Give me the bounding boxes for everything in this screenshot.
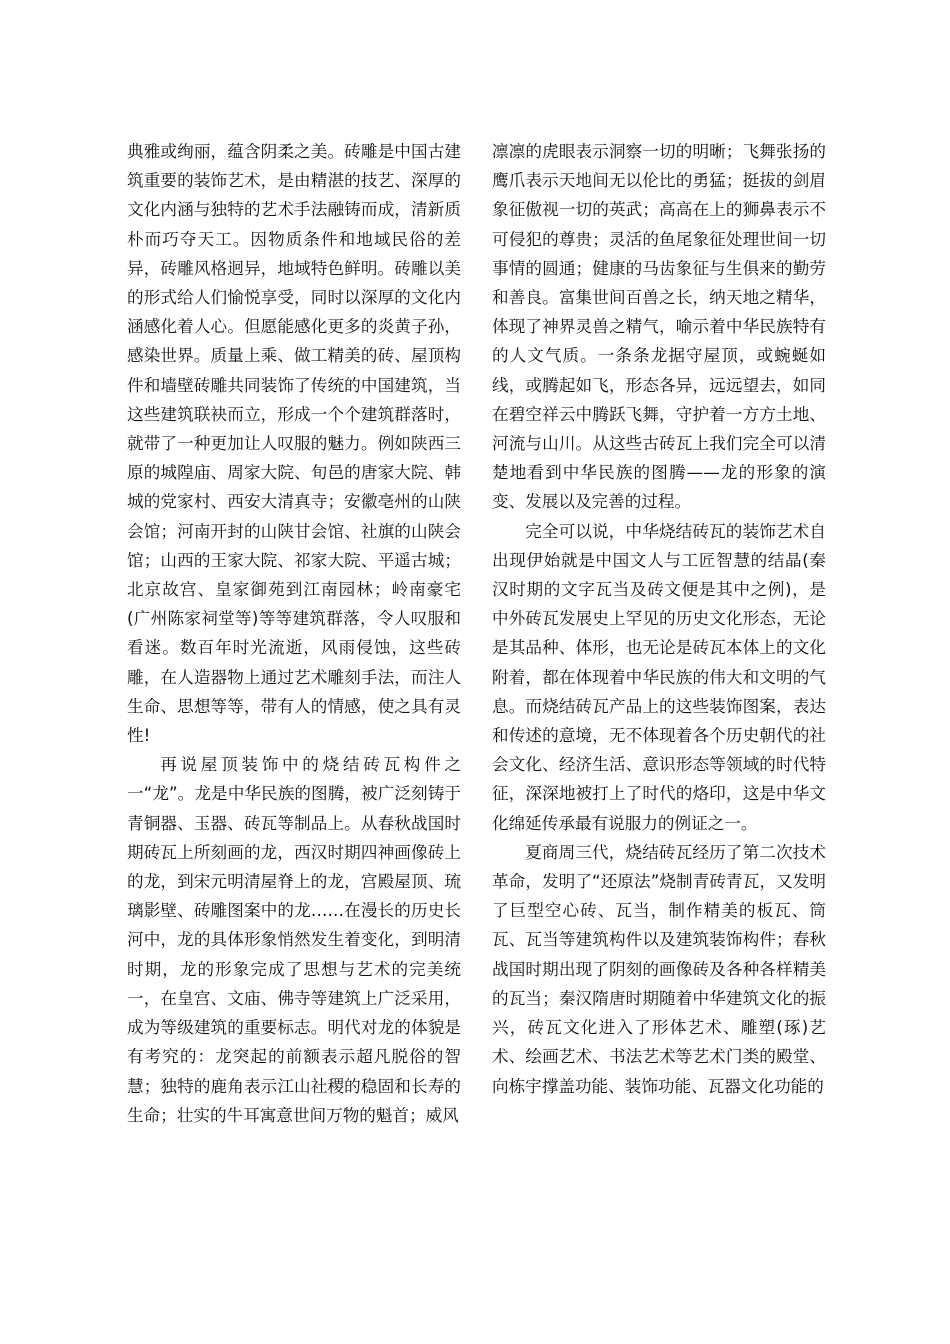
paragraph-brick-carving: 典雅或绚丽，蕴含阴柔之美。砖雕是中国古建筑重要的装饰艺术，是由精湛的技艺、深厚的文化内涵与独特的艺术手法融铸而成，清新质朴而巧夺天工。因物质条件和地域民俗的差异，砖雕风格迥异，地域特色鲜明。砖雕以美的形式给人们愉悦享受，同时以深厚的文化内涵感化着人心。但愿能感化更多的炎黄子孙，感染世界。质量上乘、做工精美的砖、屋顶构件和墙壁砖雕共同装饰了传统的中国建筑，当这些建筑联袂而立，形成一个个建筑群落时，就带了一种更加让人叹服的魅力。例如陕西三原的城隍庙、周家大院、旬邑的唐家大院、韩城的党家村、西安大清真寺；安徽亳州的山陕会馆；河南开封的山陕甘会馆、社旗的山陕会馆；山西的王家大院、祁家大院、平遥古城；北京故宫、皇家御苑到江南园林；岭南豪宅(广州陈家祠堂等)等等建筑群落，令人叹服和看迷。数百年时光流逝，风雨侵蚀，这些砖雕，在人造器物上通过艺术雕刻手法，而注人生命、思想等等，带有人的情感，使之具有灵性! [127,142,461,746]
left-column [127,137,461,1130]
paragraph-three-dynasties: 夏商周三代，烧结砖瓦经历了第二次技术革命，发明了“还原法”烧制青砖青瓦，又发明了巨型空心砖、瓦当，制作精美的板瓦、筒瓦、瓦当等建筑构件以及建筑装饰构件；春秋战国时期出现了阴刻的画像砖及各种各样精美的瓦当；秦汉隋唐时期随着中华建筑文化的振兴，砖瓦文化进入了形体艺术、雕塑(琢)艺术、绘画艺术、书法艺术等艺术门类的殿堂、向栋宇撑盖功能、装饰功能、瓦器文化功能的 [492,842,826,1096]
paragraph-dragon: 再说屋顶装饰中的烧结砖瓦构件之一“龙”。龙是中华民族的图腾，被广泛刻铸于青铜器、玉器、砖瓦等制品上。从春秋战国时期砖瓦上所刻画的龙，西汉时期四神画像砖上的龙，到宋元明清屋脊上的龙，宫殿屋顶、琉璃影壁、砖雕图案中的龙……在漫长的历史长河中，龙的具体形象悄然发生着变化，到明清时期，龙的形象完成了思想与艺术的完美统一，在皇宫、文庙、佛寺等建筑上广泛采用，成为等级建筑的重要标志。明代对龙的体貌是有考究的：龙突起的前额表示超凡脱俗的智慧；独特的鹿角表示江山社稷的稳固和长寿的生命；壮实的牛耳寓意世间万物的魁首；威风 [127,755,461,1125]
paragraph-decorative-art: 完全可以说，中华烧结砖瓦的装饰艺术自出现伊始就是中国文人与工匠智慧的结晶(秦汉时期的文字瓦当及砖文便是其中之例)，是中外砖瓦发展史上罕见的历史文化形态，无论是其品种、体形，也无论是砖瓦本体上的文化附着，都在体现着中华民族的伟大和文明的气息。而烧结砖瓦产品上的这些装饰图案，表达和传述的意境，无不体现着各个历史朝代的社会文化、经济生活、意识形态等领域的时代特征，深深地被打上了时代的烙印，这是中华文化绵延传承最有说服力的例证之一。 [492,521,826,833]
paragraph-dragon-continued: 凛凛的虎眼表示洞察一切的明晰；飞舞张扬的鹰爪表示天地间无以伦比的勇猛；挺拔的剑眉象征傲视一切的英武；高高在上的狮鼻表示不可侵犯的尊贵；灵活的鱼尾象征处理世间一切事情的圆通；健康的马齿象征与生俱来的勤劳和善良。富集世间百兽之长，纳天地之精华，体现了神界灵兽之精气，喻示着中华民族特有的人文气质。一条条龙据守屋顶，或蜿蜒如线，或腾起如飞，形态各异，远远望去，如同在碧空祥云中腾跃飞舞，守护着一方方土地、河流与山川。从这些古砖瓦上我们完全可以清楚地看到中华民族的图腾——龙的形象的演变、发展以及完善的过程。 [492,142,826,512]
right-column [492,137,826,1101]
